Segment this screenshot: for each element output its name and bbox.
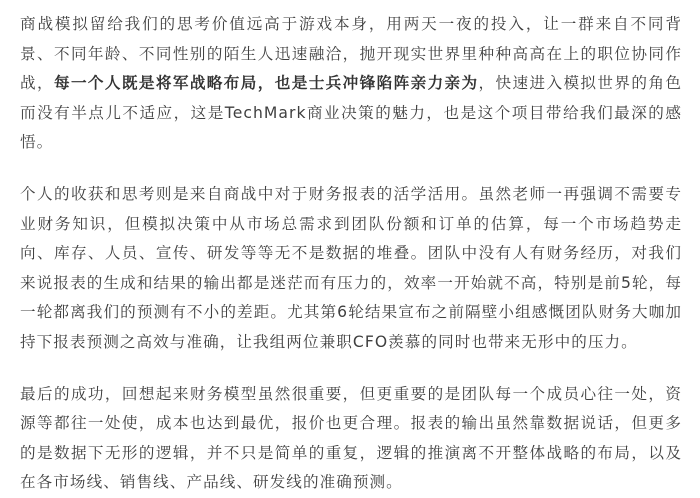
paragraph-text: 最后的成功，回想起来财务模型虽然很重要，但更重要的是团队每一个成员心往一处，资源等都往一处使，成本也达到最优，报价也更合理。报表的输出虽然靠数据说话，但更多的是数据下无形的逻辑，并不只是简单的重复，逻辑的推演离不开整体战略的布局，以及在各市场线、销售线、产品线、研发线的准确预测。: [20, 384, 682, 492]
paragraph-text: 个人的收获和思考则是来自商战中对于财务报表的活学活用。虽然老师一再强调不需要专业财务知识，但模拟决策中从市场总需求到团队份额和订单的估算，每一个市场趋势走向、库存、人员、宣传、研发等等无不是数据的堆叠。团队中没有人有财务经历，对我们来说报表的生成和结果的输出都是迷茫而有压力的，效率一开始就不高，特别是前5轮，每一轮都离我们的预测有不小的差距。尤其第6轮结果宣布之前隔壁小组感慨团队财务大咖加持下报表预测之高效与准确，让我组两位兼职CFO羡慕的同时也带来无形中的压力。: [20, 184, 682, 351]
paragraph-text: ，快速进入模拟世界的角色而没有半点儿不适应，这是TechMark商业决策的魅力，也是这个项目带给我们最深的感悟。: [20, 74, 682, 152]
paragraph-text: 商战模拟留给我们的思考价值远高于游戏本身，用两天一夜的投入，让一群来自不同背景、不同年龄、不同性别的陌生人迅速融洽，抛开现实世界里种种高高在上的职位协同作战，: [20, 15, 682, 93]
bold-highlight-text: 每一个人既是将军战略布局，也是士兵冲锋陷阵亲力亲为: [53, 74, 479, 93]
paragraph-reflection: [20, 10, 682, 158]
paragraph-financial-reports: [20, 180, 682, 358]
paragraph-conclusion: [20, 380, 682, 498]
